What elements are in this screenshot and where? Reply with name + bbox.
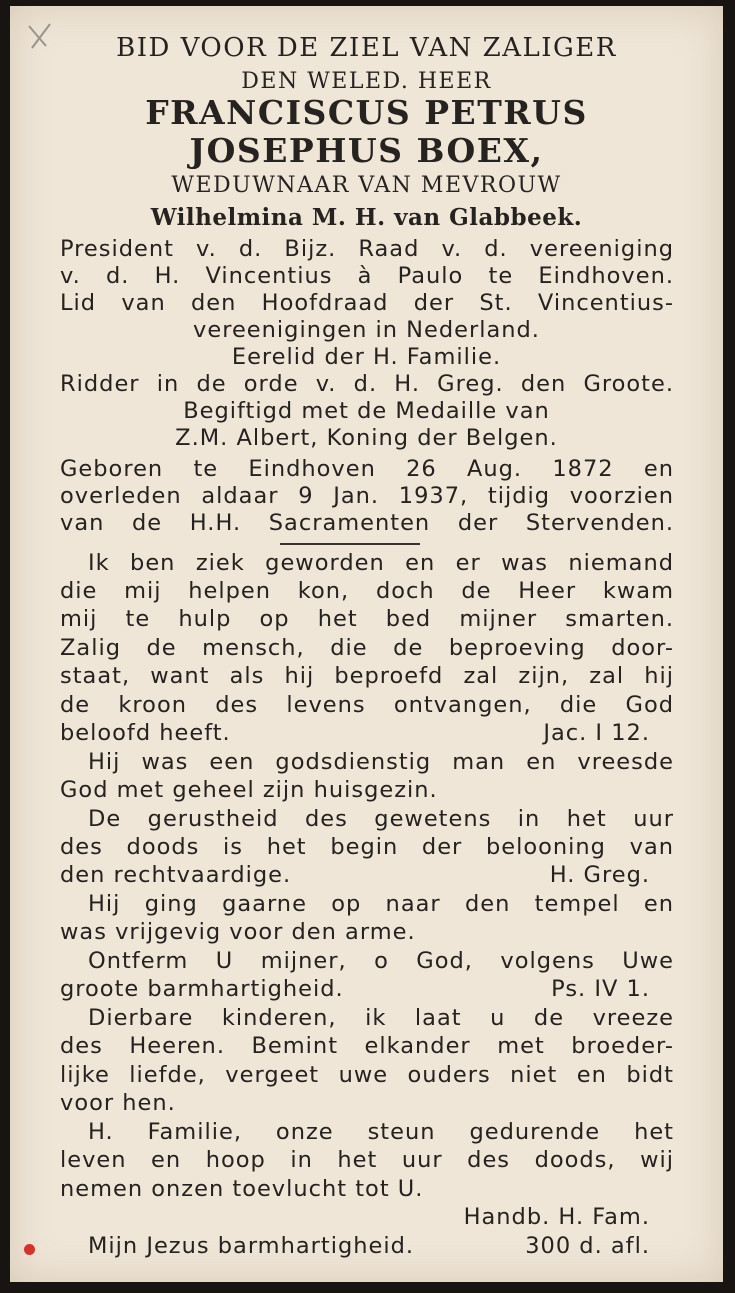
body-line: leven en hoop in het uur des doods, wij xyxy=(60,1147,674,1173)
body-line: Ik ben ziek geworden en er was niemand xyxy=(88,550,674,576)
body-line: Ontferm U mijner, o God, volgens Uwe xyxy=(88,948,674,974)
body-line: Hij ging gaarne op naar den tempel en xyxy=(88,891,674,917)
bio-line: overleden aldaar 9 Jan. 1937, tijdig voorzien xyxy=(60,483,674,509)
body-line: mij te hulp op het bed mijner smarten. xyxy=(60,606,674,632)
citation: Jac. I 12. xyxy=(543,720,650,746)
memorial-card xyxy=(10,6,723,1282)
body-line: H. Familie, onze steun gedurende het xyxy=(88,1119,674,1145)
red-ink-dot xyxy=(24,1244,35,1255)
citation: Ps. IV 1. xyxy=(551,976,650,1002)
body-line: Dierbare kinderen, ik laat u de vreeze xyxy=(88,1005,674,1031)
name-line-2: JOSEPHUS BOEX, xyxy=(189,131,544,170)
citation: H. Greg. xyxy=(549,862,650,888)
body-line: des Heeren. Bemint elkander met broeder- xyxy=(60,1033,674,1059)
bio-line: Geboren te Eindhoven 26 Aug. 1872 en xyxy=(60,456,674,482)
divider xyxy=(280,543,420,545)
body-line: de kroon des levens ontvangen, die God xyxy=(60,692,674,718)
body-line: die mij helpen kon, doch de Heer kwam xyxy=(60,578,674,604)
citation: Handb. H. Fam. xyxy=(463,1204,650,1230)
body-line: Zalig de mensch, die de beproeving door- xyxy=(60,635,674,661)
body-line: Mijn Jezus barmhartigheid. xyxy=(88,1233,415,1259)
intro-line: BID VOOR DE ZIEL VAN ZALIGER xyxy=(116,33,617,63)
body-line: des doods is het begin der belooning van xyxy=(60,834,674,860)
indulgence: 300 d. afl. xyxy=(525,1233,650,1259)
bio-line: Lid van den Hoofdraad der St. Vincentius- xyxy=(60,290,674,316)
body-line: voor hen. xyxy=(60,1090,176,1116)
title-line: DEN WELED. HEER xyxy=(241,69,492,94)
bio-line: vereenigingen in Nederland. xyxy=(193,317,540,343)
bio-line: van de H.H. Sacramenten der Stervenden. xyxy=(60,510,674,536)
body-line: staat, want als hij beproefd zal zijn, zal hij xyxy=(60,663,674,689)
bio-line: President v. d. Bijz. Raad v. d. vereeniging xyxy=(60,236,674,262)
body-line: beloofd heeft. xyxy=(60,720,231,746)
bio-line: Z.M. Albert, Koning der Belgen. xyxy=(175,425,558,451)
body-line: den rechtvaardige. xyxy=(60,862,292,888)
bio-line: Begiftigd met de Medaille van xyxy=(183,398,550,424)
body-line: nemen onzen toevlucht tot U. xyxy=(60,1176,424,1202)
name-line-1: FRANCISCUS PETRUS xyxy=(145,93,588,132)
body-line: Hij was een godsdienstig man en vreesde xyxy=(88,749,674,775)
body-line: De gerustheid des gewetens in het uur xyxy=(88,806,674,832)
body-line: was vrijgevig voor den arme. xyxy=(60,919,416,945)
body-line: lijke liefde, vergeet uwe ouders niet en bidt xyxy=(60,1062,674,1088)
widower-line: WEDUWNAAR VAN MEVROUW xyxy=(171,173,562,198)
body-line: groote barmhartigheid. xyxy=(60,976,344,1002)
bio-line: Eerelid der H. Familie. xyxy=(231,344,502,370)
wife-name: Wilhelmina M. H. van Glabbeek. xyxy=(150,204,583,231)
bio-line: Ridder in de orde v. d. H. Greg. den Groote. xyxy=(60,371,674,397)
bio-line: v. d. H. Vincentius à Paulo te Eindhoven. xyxy=(60,263,674,289)
body-line: God met geheel zijn huisgezin. xyxy=(60,777,438,803)
